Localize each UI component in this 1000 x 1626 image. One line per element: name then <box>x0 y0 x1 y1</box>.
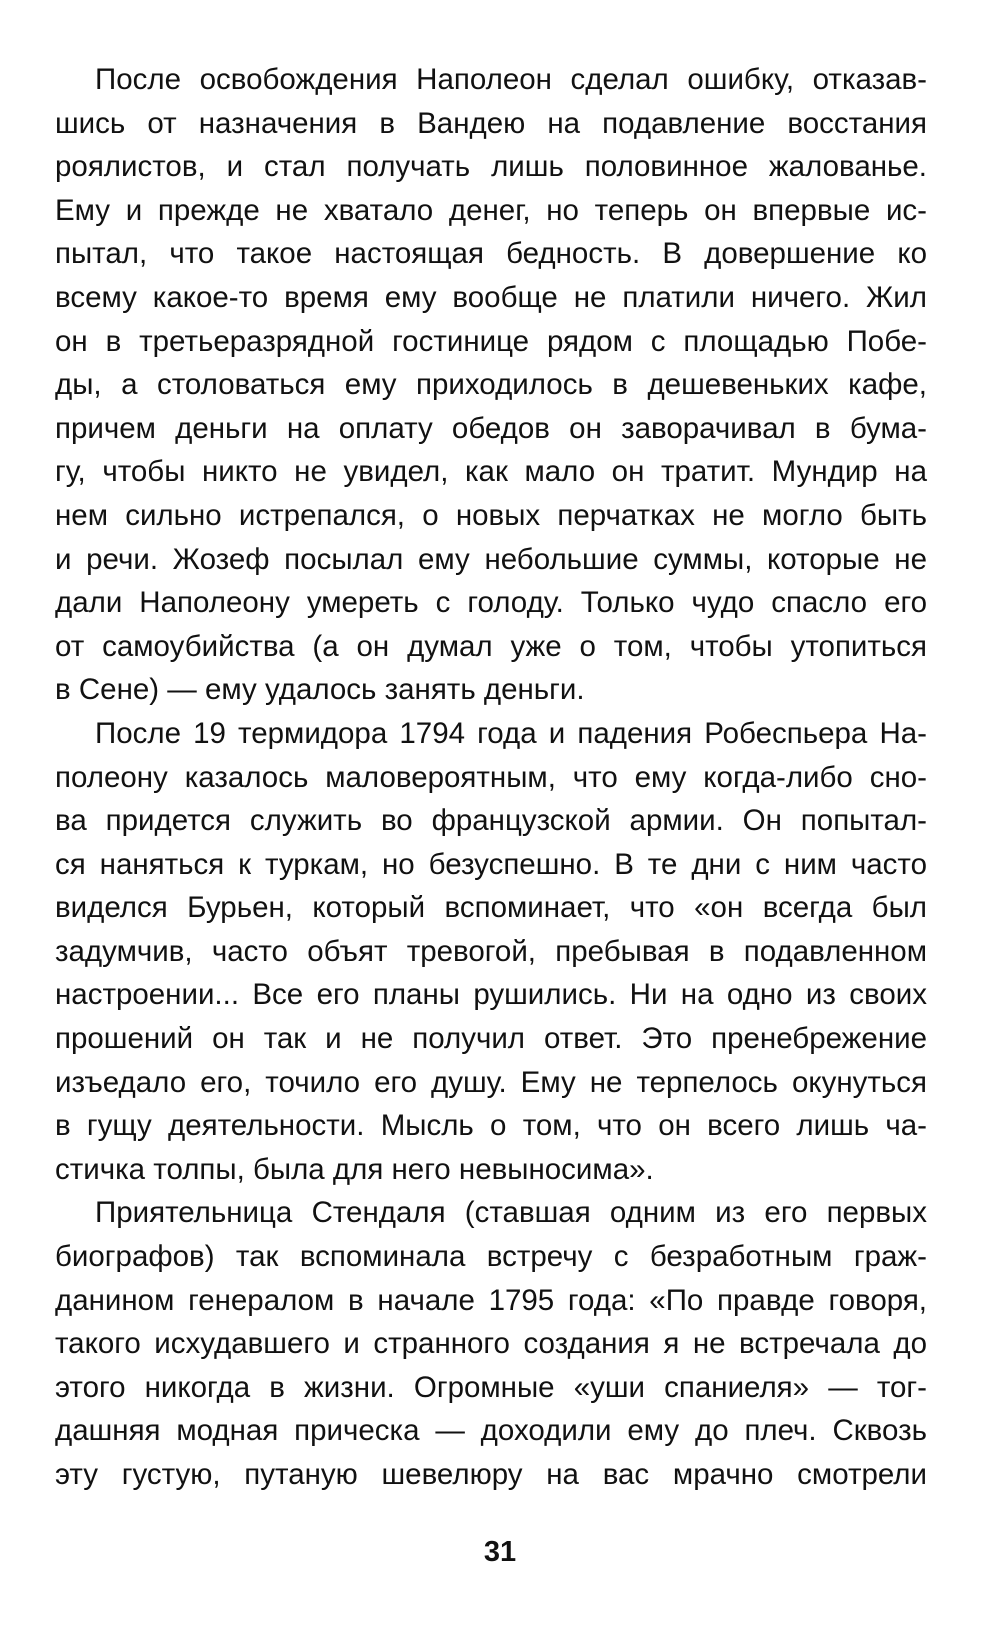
text-line: нем сильно истрепался, о новых перчатках не могло быть <box>55 498 927 532</box>
text-line: После освобождения Наполеон сделал ошибку, отказав- <box>95 63 927 96</box>
text-line: данином генералом в начале 1795 года: «По правде говоря, <box>55 1283 927 1317</box>
text-line: пытал, что такое настоящая бедность. В довершение ко <box>55 237 927 271</box>
text-line: роялистов, и стал получать лишь половинное жалованье. <box>55 150 927 184</box>
text-line: биографов) так вспоминала встречу с безработным граж- <box>55 1240 927 1274</box>
body-text <box>55 58 927 1497</box>
text-line: он в третьеразрядной гостинице рядом с площадью Побе- <box>55 324 927 358</box>
text-line: дали Наполеону умереть с голоду. Только чудо спасло его <box>55 586 927 620</box>
text-line: задумчив, часто объят тревогой, пребывая в подавленном <box>55 934 927 968</box>
text-line: прошений он так и не получил ответ. Это пренебрежение <box>55 1022 927 1056</box>
text-line: дашняя модная прическа — доходили ему до плеч. Сквозь <box>55 1414 927 1448</box>
text-line: ся наняться к туркам, но безуспешно. В те дни с ним часто <box>55 847 927 881</box>
text-line: гу, чтобы никто не увидел, как мало он тратит. Мундир на <box>55 455 927 489</box>
text-line: шись от назначения в Вандею на подавление восстания <box>55 106 927 140</box>
text-line: всему какое-то время ему вообще не платили ничего. Жил <box>55 280 927 314</box>
text-line: и речи. Жозеф посылал ему небольшие суммы, которые не <box>55 542 927 576</box>
text-line: изъедало его, точило его душу. Ему не терпелось окунуться <box>55 1065 927 1099</box>
text-line: настроении... Все его планы рушились. Ни на одно из своих <box>55 978 927 1012</box>
text-line: ва придется служить во французской армии. Он попытал- <box>55 804 927 838</box>
text-line: такого исхудавшего и странного создания я не встречала до <box>55 1327 927 1361</box>
text-line: Ему и прежде не хватало денег, но теперь он впервые ис- <box>55 193 927 227</box>
text-line: полеону казалось маловероятным, что ему когда-либо сно- <box>55 760 927 794</box>
text-line: этого никогда в жизни. Огромные «уши спаниеля» — тог- <box>55 1370 927 1404</box>
text-line: После 19 термидора 1794 года и падения Робеспьера На- <box>95 716 927 750</box>
text-line: эту густую, путаную шевелюру на вас мрачно смотрели <box>55 1458 927 1491</box>
text-line: виделся Бурьен, который вспоминает, что «он всегда был <box>55 891 927 925</box>
text-line: Приятельница Стендаля (ставшая одним из его первых <box>95 1196 927 1230</box>
text-line: в гущу деятельности. Мысль о том, что он всего лишь ча- <box>55 1109 927 1143</box>
page-number: 31 <box>483 1536 517 1568</box>
text-line: стичка толпы, была для него невыносима». <box>55 1152 654 1186</box>
text-line: в Сене) — ему удалось занять деньги. <box>55 673 585 707</box>
text-line: ды, а столоваться ему приходилось в дешевеньких кафе, <box>55 368 927 402</box>
text-line: причем деньги на оплату обедов он заворачивал в бума- <box>55 411 927 445</box>
text-line: от самоубийства (а он думал уже о том, чтобы утопиться <box>55 629 927 663</box>
